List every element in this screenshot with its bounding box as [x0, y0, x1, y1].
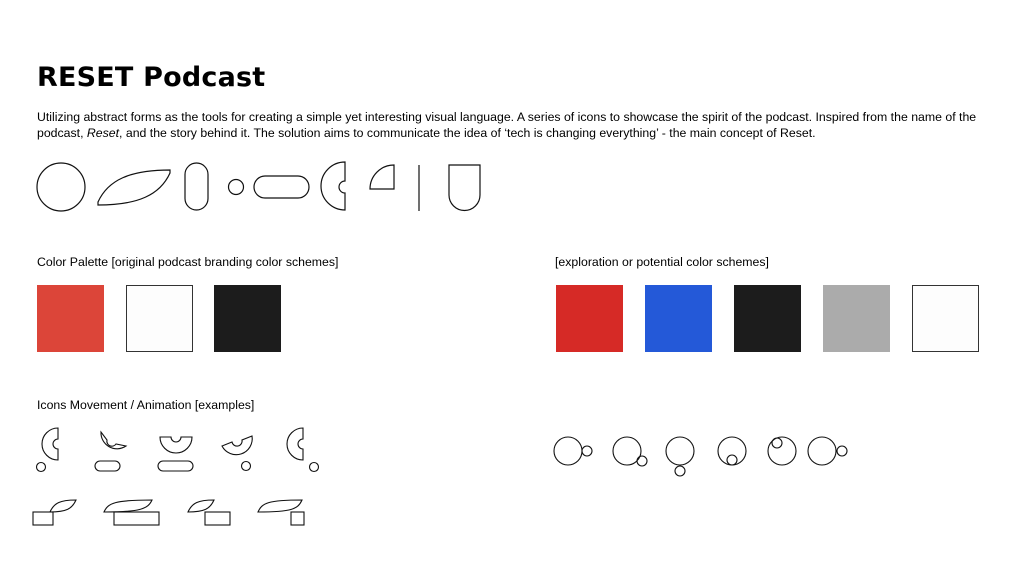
notched-half-circle-icon — [222, 436, 252, 455]
orbit-frame-4 — [718, 437, 746, 465]
palette-original-label: Color Palette [original podcast branding color schemes] — [37, 255, 339, 269]
circle-icon — [718, 437, 746, 465]
notched-half-circle-icon — [160, 437, 192, 453]
orbit-frame-1 — [554, 437, 592, 465]
leaf-icon — [104, 500, 152, 512]
notched-half-circle-icon — [42, 428, 58, 460]
animation-frame-3 — [158, 437, 193, 471]
description-part-1: Utilizing abstract forms as the tools for creating a simple yet interesting visual language. A series of icons to showcase the spirit of the podcast. Inspired from the name of the podcast, — [37, 110, 977, 140]
small-circle-icon — [727, 455, 737, 465]
small-circle-icon — [837, 446, 847, 456]
animation-frame-8 — [188, 500, 230, 525]
small-circle-icon — [582, 446, 592, 456]
animation-frame-4 — [222, 436, 252, 471]
animation-frame-6 — [33, 500, 76, 525]
description-part-2: , and the story behind it. The solution aims to communicate the idea of ‘tech is changing everything’ - the main concept of Reset. — [119, 126, 816, 140]
animation-label: Icons Movement / Animation [examples] — [37, 398, 255, 412]
circle-icon — [666, 437, 694, 465]
rectangle-shape — [291, 512, 304, 525]
orbit-frame-2 — [613, 437, 647, 466]
animation-frame-5 — [287, 428, 319, 472]
small-circle-icon — [637, 456, 647, 466]
leaf-icon — [258, 500, 302, 512]
description-emphasis: Reset — [86, 126, 120, 140]
small-circle-icon — [242, 462, 251, 471]
animation-frame-7 — [104, 500, 159, 525]
small-circle-icon — [37, 463, 46, 472]
orbit-frame-3 — [666, 437, 694, 476]
small-circle-icon — [772, 438, 782, 448]
animation-frame-2 — [95, 432, 126, 471]
animation-frame-1 — [37, 428, 59, 472]
notched-half-circle-icon — [287, 428, 303, 460]
rectangle-shape — [114, 512, 159, 525]
rectangle-shape — [33, 512, 53, 525]
leaf-icon — [188, 500, 214, 512]
leaf-icon — [50, 500, 76, 512]
orbit-frame-5 — [768, 437, 796, 465]
page-title: RESET Podcast — [37, 62, 266, 93]
notched-half-circle-icon — [101, 432, 126, 449]
small-circle-icon — [675, 466, 685, 476]
circle-icon — [808, 437, 836, 465]
palette-exploration-label: [exploration or potential color schemes] — [555, 255, 769, 269]
small-circle-icon — [310, 463, 319, 472]
orbit-frame-6 — [808, 437, 847, 465]
rectangle-shape — [205, 512, 230, 525]
animation-frame-9 — [258, 500, 304, 525]
horizontal-pill-icon — [95, 461, 120, 471]
circle-icon — [554, 437, 582, 465]
horizontal-pill-icon — [158, 461, 193, 471]
